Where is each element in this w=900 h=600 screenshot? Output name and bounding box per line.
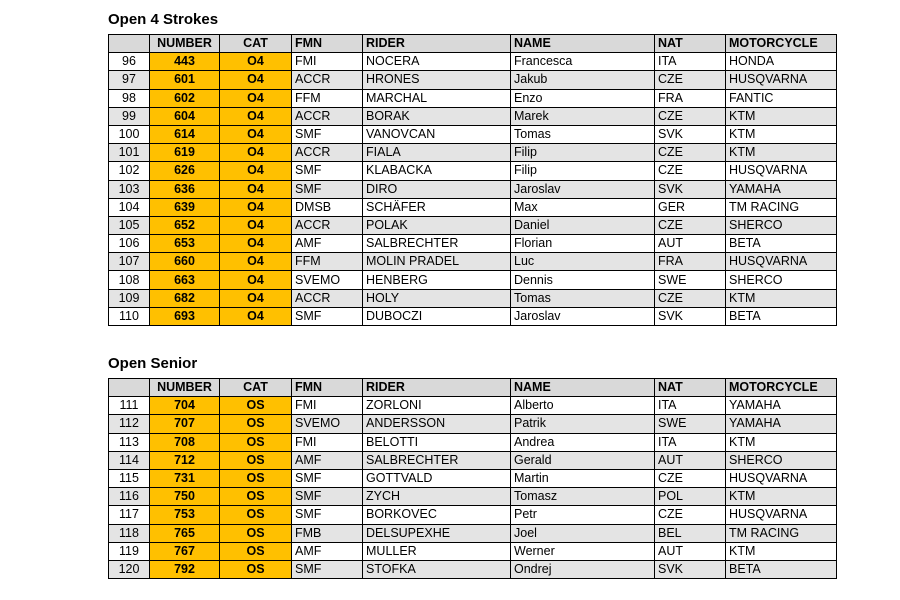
table-body [109, 53, 837, 326]
cell-rider: BELOTTI [363, 433, 511, 451]
cell-nat: FRA [655, 253, 726, 271]
cell-cat: OS [220, 397, 292, 415]
cell-fmn: FMB [292, 524, 363, 542]
cell-cat: O4 [220, 253, 292, 271]
table-row [109, 469, 837, 487]
cell-motorcycle: FANTIC [726, 89, 837, 107]
table-row [109, 162, 837, 180]
cell-name: Dennis [511, 271, 655, 289]
cell-rider: STOFKA [363, 560, 511, 578]
column-header-nat: NAT [655, 379, 726, 397]
cell-nat: CZE [655, 216, 726, 234]
cell-number: 767 [150, 542, 220, 560]
cell-number: 707 [150, 415, 220, 433]
column-header-index [109, 35, 150, 53]
cell-number: 750 [150, 488, 220, 506]
cell-rider: BORKOVEC [363, 506, 511, 524]
cell-name: Werner [511, 542, 655, 560]
table-row [109, 433, 837, 451]
table-header-row [109, 35, 837, 53]
cell-nat: SWE [655, 415, 726, 433]
table-row [109, 198, 837, 216]
cell-index: 110 [109, 307, 150, 325]
table-row [109, 271, 837, 289]
cell-cat: OS [220, 469, 292, 487]
table-row [109, 397, 837, 415]
table-row [109, 488, 837, 506]
cell-index: 97 [109, 71, 150, 89]
section-title-open-senior: Open Senior [108, 355, 198, 372]
cell-rider: POLAK [363, 216, 511, 234]
cell-name: Tomas [511, 289, 655, 307]
cell-number: 636 [150, 180, 220, 198]
cell-cat: OS [220, 506, 292, 524]
cell-motorcycle: KTM [726, 125, 837, 143]
cell-cat: OS [220, 524, 292, 542]
cell-motorcycle: SHERCO [726, 451, 837, 469]
cell-name: Jakub [511, 71, 655, 89]
cell-number: 682 [150, 289, 220, 307]
cell-name: Andrea [511, 433, 655, 451]
cell-nat: SVK [655, 125, 726, 143]
cell-nat: SWE [655, 271, 726, 289]
cell-nat: CZE [655, 289, 726, 307]
table-header-row [109, 379, 837, 397]
cell-nat: AUT [655, 235, 726, 253]
cell-fmn: SMF [292, 506, 363, 524]
cell-motorcycle: HUSQVARNA [726, 469, 837, 487]
table-row [109, 125, 837, 143]
cell-index: 98 [109, 89, 150, 107]
cell-fmn: AMF [292, 542, 363, 560]
cell-name: Alberto [511, 397, 655, 415]
cell-name: Filip [511, 162, 655, 180]
table-body [109, 397, 837, 579]
cell-fmn: ACCR [292, 289, 363, 307]
cell-index: 99 [109, 107, 150, 125]
cell-cat: O4 [220, 125, 292, 143]
table-row [109, 506, 837, 524]
cell-fmn: FFM [292, 253, 363, 271]
cell-nat: ITA [655, 397, 726, 415]
column-header-rider: RIDER [363, 379, 511, 397]
column-header-rider: RIDER [363, 35, 511, 53]
cell-nat: AUT [655, 451, 726, 469]
cell-index: 112 [109, 415, 150, 433]
cell-rider: DELSUPEXHE [363, 524, 511, 542]
cell-nat: POL [655, 488, 726, 506]
cell-fmn: ACCR [292, 107, 363, 125]
cell-number: 704 [150, 397, 220, 415]
cell-cat: O4 [220, 53, 292, 71]
cell-motorcycle: BETA [726, 307, 837, 325]
cell-number: 753 [150, 506, 220, 524]
cell-fmn: ACCR [292, 144, 363, 162]
cell-index: 113 [109, 433, 150, 451]
cell-index: 114 [109, 451, 150, 469]
column-header-motorcycle: MOTORCYCLE [726, 35, 837, 53]
cell-name: Patrik [511, 415, 655, 433]
cell-fmn: SMF [292, 180, 363, 198]
cell-fmn: SMF [292, 469, 363, 487]
cell-number: 712 [150, 451, 220, 469]
cell-cat: OS [220, 488, 292, 506]
cell-index: 115 [109, 469, 150, 487]
table-row [109, 216, 837, 234]
cell-nat: ITA [655, 53, 726, 71]
cell-cat: O4 [220, 144, 292, 162]
table-row [109, 235, 837, 253]
table-row [109, 289, 837, 307]
cell-nat: GER [655, 198, 726, 216]
cell-number: 602 [150, 89, 220, 107]
cell-number: 708 [150, 433, 220, 451]
cell-index: 116 [109, 488, 150, 506]
column-header-fmn: FMN [292, 35, 363, 53]
cell-name: Petr [511, 506, 655, 524]
cell-motorcycle: KTM [726, 289, 837, 307]
cell-name: Tomasz [511, 488, 655, 506]
cell-rider: KLABACKA [363, 162, 511, 180]
cell-rider: SALBRECHTER [363, 451, 511, 469]
cell-name: Jaroslav [511, 180, 655, 198]
cell-motorcycle: SHERCO [726, 271, 837, 289]
cell-name: Filip [511, 144, 655, 162]
cell-cat: O4 [220, 89, 292, 107]
cell-index: 107 [109, 253, 150, 271]
cell-cat: OS [220, 415, 292, 433]
cell-motorcycle: YAMAHA [726, 397, 837, 415]
cell-motorcycle: YAMAHA [726, 415, 837, 433]
cell-number: 614 [150, 125, 220, 143]
table-row [109, 144, 837, 162]
cell-motorcycle: KTM [726, 488, 837, 506]
cell-index: 111 [109, 397, 150, 415]
cell-rider: HENBERG [363, 271, 511, 289]
cell-motorcycle: HUSQVARNA [726, 506, 837, 524]
table-row [109, 53, 837, 71]
cell-rider: DUBOCZI [363, 307, 511, 325]
cell-index: 120 [109, 560, 150, 578]
cell-index: 105 [109, 216, 150, 234]
cell-motorcycle: TM RACING [726, 524, 837, 542]
table-row [109, 307, 837, 325]
cell-nat: SVK [655, 180, 726, 198]
cell-motorcycle: HONDA [726, 53, 837, 71]
cell-nat: CZE [655, 71, 726, 89]
cell-index: 119 [109, 542, 150, 560]
column-header-cat: CAT [220, 379, 292, 397]
cell-fmn: FFM [292, 89, 363, 107]
column-header-name: NAME [511, 35, 655, 53]
cell-rider: HOLY [363, 289, 511, 307]
cell-fmn: SVEMO [292, 271, 363, 289]
cell-index: 118 [109, 524, 150, 542]
cell-cat: OS [220, 560, 292, 578]
column-header-number: NUMBER [150, 379, 220, 397]
cell-rider: ZORLONI [363, 397, 511, 415]
cell-cat: O4 [220, 71, 292, 89]
cell-fmn: SMF [292, 162, 363, 180]
column-header-nat: NAT [655, 35, 726, 53]
cell-fmn: AMF [292, 451, 363, 469]
cell-name: Florian [511, 235, 655, 253]
cell-number: 626 [150, 162, 220, 180]
cell-motorcycle: HUSQVARNA [726, 71, 837, 89]
table-row [109, 560, 837, 578]
cell-motorcycle: SHERCO [726, 216, 837, 234]
cell-rider: VANOVCAN [363, 125, 511, 143]
cell-motorcycle: KTM [726, 107, 837, 125]
cell-rider: MULLER [363, 542, 511, 560]
cell-number: 619 [150, 144, 220, 162]
cell-index: 108 [109, 271, 150, 289]
cell-nat: CZE [655, 162, 726, 180]
cell-cat: OS [220, 542, 292, 560]
cell-name: Daniel [511, 216, 655, 234]
cell-cat: OS [220, 433, 292, 451]
cell-motorcycle: HUSQVARNA [726, 253, 837, 271]
cell-number: 792 [150, 560, 220, 578]
cell-nat: CZE [655, 506, 726, 524]
cell-rider: ANDERSSON [363, 415, 511, 433]
cell-fmn: DMSB [292, 198, 363, 216]
cell-name: Francesca [511, 53, 655, 71]
cell-name: Martin [511, 469, 655, 487]
cell-index: 104 [109, 198, 150, 216]
cell-fmn: FMI [292, 397, 363, 415]
table-row [109, 253, 837, 271]
column-header-motorcycle: MOTORCYCLE [726, 379, 837, 397]
table-row [109, 71, 837, 89]
cell-fmn: ACCR [292, 216, 363, 234]
cell-number: 660 [150, 253, 220, 271]
cell-nat: CZE [655, 107, 726, 125]
column-header-index [109, 379, 150, 397]
cell-nat: AUT [655, 542, 726, 560]
cell-index: 100 [109, 125, 150, 143]
cell-name: Joel [511, 524, 655, 542]
cell-fmn: FMI [292, 433, 363, 451]
cell-nat: CZE [655, 144, 726, 162]
cell-motorcycle: BETA [726, 560, 837, 578]
cell-name: Enzo [511, 89, 655, 107]
cell-motorcycle: HUSQVARNA [726, 162, 837, 180]
column-header-fmn: FMN [292, 379, 363, 397]
cell-fmn: SMF [292, 560, 363, 578]
column-header-number: NUMBER [150, 35, 220, 53]
cell-index: 96 [109, 53, 150, 71]
cell-fmn: SMF [292, 307, 363, 325]
cell-motorcycle: KTM [726, 433, 837, 451]
table-row [109, 451, 837, 469]
section-title-open-4-strokes: Open 4 Strokes [108, 11, 219, 28]
cell-index: 101 [109, 144, 150, 162]
cell-cat: OS [220, 451, 292, 469]
cell-cat: O4 [220, 107, 292, 125]
cell-nat: FRA [655, 89, 726, 107]
cell-rider: MOLIN PRADEL [363, 253, 511, 271]
cell-nat: BEL [655, 524, 726, 542]
cell-motorcycle: YAMAHA [726, 180, 837, 198]
cell-index: 102 [109, 162, 150, 180]
cell-motorcycle: KTM [726, 542, 837, 560]
cell-name: Ondrej [511, 560, 655, 578]
cell-cat: O4 [220, 289, 292, 307]
cell-rider: NOCERA [363, 53, 511, 71]
cell-motorcycle: TM RACING [726, 198, 837, 216]
cell-cat: O4 [220, 307, 292, 325]
table-row [109, 89, 837, 107]
cell-cat: O4 [220, 180, 292, 198]
cell-cat: O4 [220, 198, 292, 216]
cell-nat: SVK [655, 560, 726, 578]
cell-name: Tomas [511, 125, 655, 143]
cell-rider: SALBRECHTER [363, 235, 511, 253]
cell-rider: HRONES [363, 71, 511, 89]
cell-rider: DIRO [363, 180, 511, 198]
cell-fmn: SMF [292, 125, 363, 143]
cell-nat: ITA [655, 433, 726, 451]
cell-number: 731 [150, 469, 220, 487]
cell-name: Gerald [511, 451, 655, 469]
entries-table-open-4-strokes [108, 34, 837, 326]
table-row [109, 415, 837, 433]
cell-name: Max [511, 198, 655, 216]
cell-number: 639 [150, 198, 220, 216]
table-row [109, 524, 837, 542]
cell-number: 765 [150, 524, 220, 542]
cell-index: 109 [109, 289, 150, 307]
cell-index: 106 [109, 235, 150, 253]
cell-cat: O4 [220, 235, 292, 253]
cell-number: 653 [150, 235, 220, 253]
table-row [109, 107, 837, 125]
cell-rider: ZYCH [363, 488, 511, 506]
cell-motorcycle: BETA [726, 235, 837, 253]
cell-index: 103 [109, 180, 150, 198]
cell-cat: O4 [220, 216, 292, 234]
column-header-cat: CAT [220, 35, 292, 53]
cell-fmn: SVEMO [292, 415, 363, 433]
cell-number: 663 [150, 271, 220, 289]
cell-motorcycle: KTM [726, 144, 837, 162]
cell-nat: SVK [655, 307, 726, 325]
cell-nat: CZE [655, 469, 726, 487]
cell-fmn: FMI [292, 53, 363, 71]
entries-table-open-senior [108, 378, 837, 579]
cell-fmn: AMF [292, 235, 363, 253]
cell-fmn: ACCR [292, 71, 363, 89]
cell-rider: GOTTVALD [363, 469, 511, 487]
cell-cat: O4 [220, 271, 292, 289]
column-header-name: NAME [511, 379, 655, 397]
cell-fmn: SMF [292, 488, 363, 506]
cell-number: 601 [150, 71, 220, 89]
cell-number: 604 [150, 107, 220, 125]
cell-index: 117 [109, 506, 150, 524]
cell-rider: BORAK [363, 107, 511, 125]
table-row [109, 542, 837, 560]
cell-rider: SCHÄFER [363, 198, 511, 216]
cell-rider: MARCHAL [363, 89, 511, 107]
cell-cat: O4 [220, 162, 292, 180]
cell-rider: FIALA [363, 144, 511, 162]
cell-name: Marek [511, 107, 655, 125]
cell-number: 693 [150, 307, 220, 325]
cell-name: Jaroslav [511, 307, 655, 325]
table-row [109, 180, 837, 198]
cell-number: 652 [150, 216, 220, 234]
cell-number: 443 [150, 53, 220, 71]
cell-name: Luc [511, 253, 655, 271]
